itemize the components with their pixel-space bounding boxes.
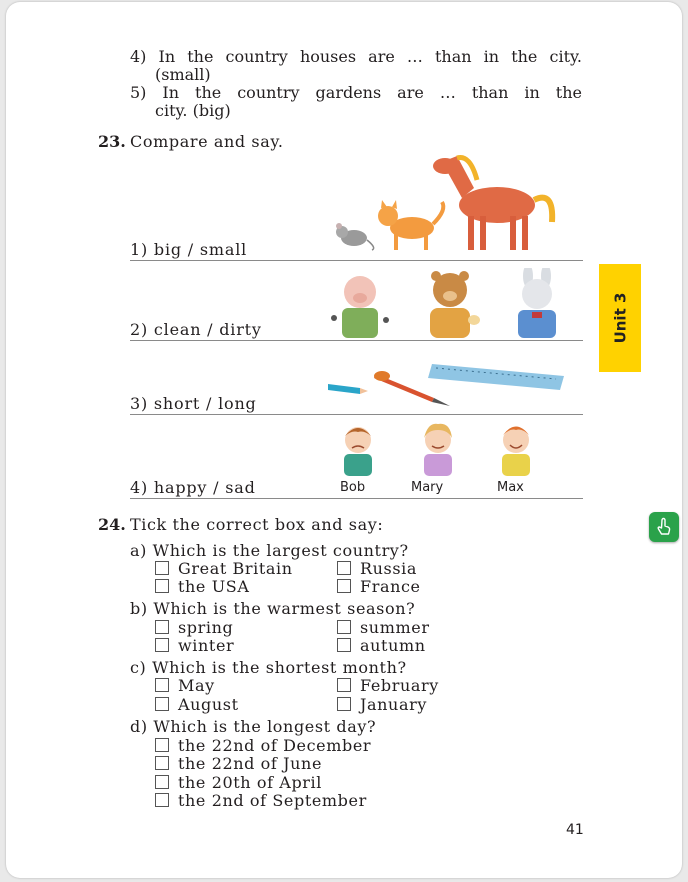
ex23-instruction: Compare and say. <box>130 132 284 151</box>
checkbox-winter[interactable] <box>155 638 169 652</box>
textbook-page <box>6 2 682 878</box>
ex23-row2-rule <box>130 340 583 341</box>
option-the-usa: the USA <box>178 577 250 596</box>
option-russia: Russia <box>360 559 418 578</box>
unit-tab-label: Unit 3 <box>611 292 629 344</box>
ex22-item-5-line1: 5) In the country gardens are … than in the <box>130 83 582 102</box>
option-spring: spring <box>178 618 234 637</box>
option-22nd-june: the 22nd of June <box>178 754 323 773</box>
checkbox-summer[interactable] <box>337 620 351 634</box>
ex24-question-b: b) Which is the warmest season? <box>130 599 416 618</box>
checkbox-february[interactable] <box>337 678 351 692</box>
pig-bear-rabbit-picture <box>314 268 582 344</box>
ex22-item-4-line1: 4) In the country houses are … than in the city. <box>130 47 582 66</box>
checkbox-22nd-december[interactable] <box>155 738 169 752</box>
checkbox-autumn[interactable] <box>337 638 351 652</box>
touch-hand-icon[interactable] <box>649 512 679 542</box>
option-autumn: autumn <box>360 636 426 655</box>
kid-name-mary: Mary <box>411 480 444 495</box>
ex22-item-4-line2: (small) <box>155 65 211 84</box>
option-great-britain: Great Britain <box>178 559 293 578</box>
option-france: France <box>360 577 421 596</box>
ex24-question-a: a) Which is the largest country? <box>130 541 409 560</box>
checkbox-22nd-june[interactable] <box>155 756 169 770</box>
checkbox-2nd-september[interactable] <box>155 793 169 807</box>
checkbox-august[interactable] <box>155 697 169 711</box>
option-winter: winter <box>178 636 235 655</box>
option-20th-april: the 20th of April <box>178 773 322 792</box>
option-january: January <box>360 695 427 714</box>
checkbox-great-britain[interactable] <box>155 561 169 575</box>
option-2nd-september: the 2nd of September <box>178 791 367 810</box>
option-may: May <box>178 676 215 695</box>
mouse-cat-horse-picture <box>312 150 582 258</box>
ex22-item-5-line2: city. (big) <box>155 101 231 120</box>
ex23-row1-label: 1) big / small <box>130 240 248 259</box>
checkbox-may[interactable] <box>155 678 169 692</box>
checkbox-spring[interactable] <box>155 620 169 634</box>
ex23-row4-rule <box>130 498 583 499</box>
ex23-row4-label: 4) happy / sad <box>130 478 256 497</box>
option-february: February <box>360 676 439 695</box>
option-summer: summer <box>360 618 430 637</box>
checkbox-the-usa[interactable] <box>155 579 169 593</box>
checkbox-20th-april[interactable] <box>155 775 169 789</box>
ex24-number: 24. <box>98 515 126 534</box>
option-22nd-december: the 22nd of December <box>178 736 372 755</box>
ex24-question-d: d) Which is the longest day? <box>130 717 377 736</box>
page-number: 41 <box>566 822 584 838</box>
checkbox-russia[interactable] <box>337 561 351 575</box>
kid-name-bob: Bob <box>340 480 366 495</box>
ex23-row3-label: 3) short / long <box>130 394 257 413</box>
checkbox-january[interactable] <box>337 697 351 711</box>
ex23-row1-rule <box>130 260 583 261</box>
unit-tab <box>599 264 641 372</box>
ex23-number: 23. <box>98 132 126 151</box>
ex24-question-c: c) Which is the shortest month? <box>130 658 407 677</box>
checkbox-france[interactable] <box>337 579 351 593</box>
kid-name-max: Max <box>497 480 524 495</box>
ex23-row3-rule <box>130 414 583 415</box>
pencil-pen-ruler-picture <box>324 358 568 408</box>
option-august: August <box>178 695 239 714</box>
ex24-instruction: Tick the correct box and say: <box>130 515 384 534</box>
ex23-row2-label: 2) clean / dirty <box>130 320 262 339</box>
children-faces-picture <box>324 420 564 478</box>
